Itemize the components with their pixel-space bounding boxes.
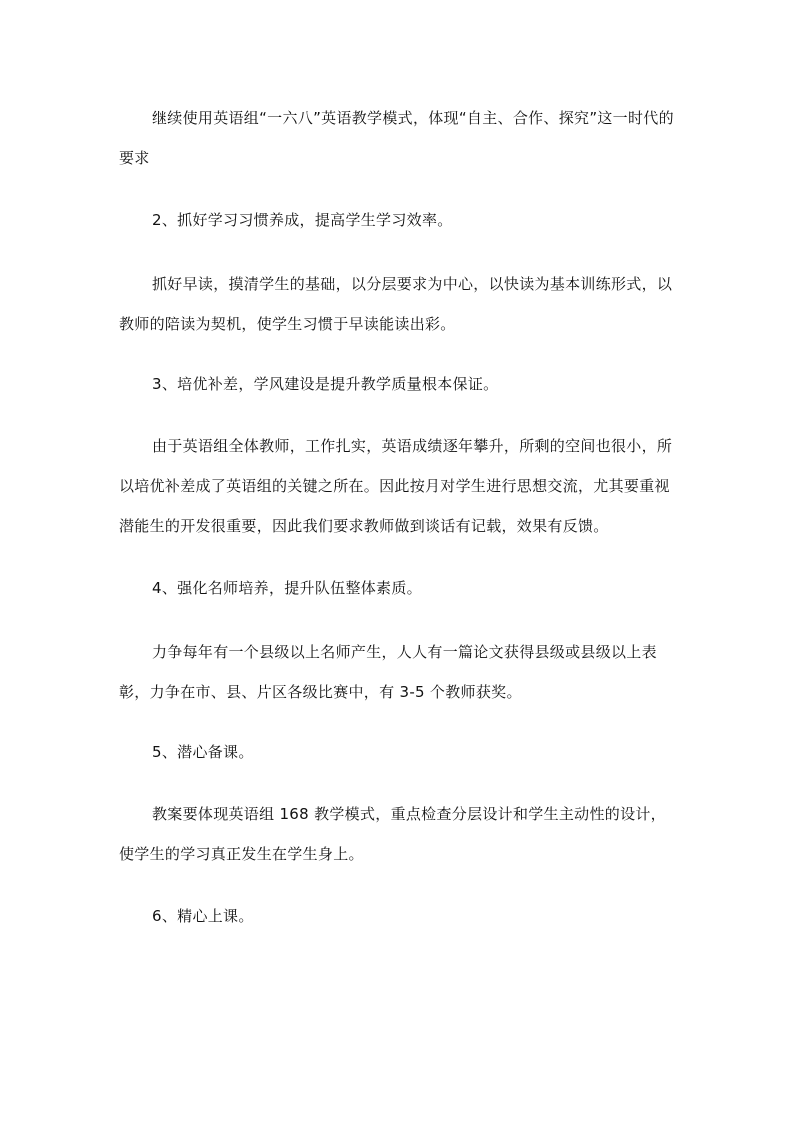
heading-teaching-class: 6、精心上课。 [152,907,254,925]
paragraph-morning-reading: 抓好早读，摸清学生的基础，以分层要求为中心，以快读为基本训练形式，以教师的陪读为契机，使学生习惯于早读能读出彩。 [119,275,673,333]
heading-tutoring: 3、培优补差，学风建设是提升教学质量根本保证。 [152,375,499,393]
paragraph-tutoring-detail: 由于英语组全体教师，工作扎实，英语成绩逐年攀升，所剩的空间也很小，所以培优补差成了英语组的关键之所在。因此按月对学生进行思想交流，尤其要重视潜能生的开发很重要，因此我们要求教师做到谈话有记载，效果有反馈。 [119,437,673,535]
paragraph-lesson-plan: 教案要体现英语组 168 教学模式，重点检查分层设计和学生主动性的设计，使学生的学习真正发生在学生身上。 [119,805,666,863]
heading-study-habits: 2、抓好学习习惯养成，提高学生学习效率。 [152,211,453,229]
paragraph-teacher-goals: 力争每年有一个县级以上名师产生，人人有一篇论文获得县级或县级以上表彰，力争在市、县、片区各级比赛中，有 3-5 个教师获奖。 [119,643,657,701]
heading-lesson-prep: 5、潜心备课。 [152,743,254,761]
paragraph-teaching-model: 继续使用英语组“一六八”英语教学模式，体现“自主、合作、探究”这一时代的要求 [119,109,674,167]
heading-teacher-training: 4、强化名师培养，提升队伍整体素质。 [152,579,422,597]
